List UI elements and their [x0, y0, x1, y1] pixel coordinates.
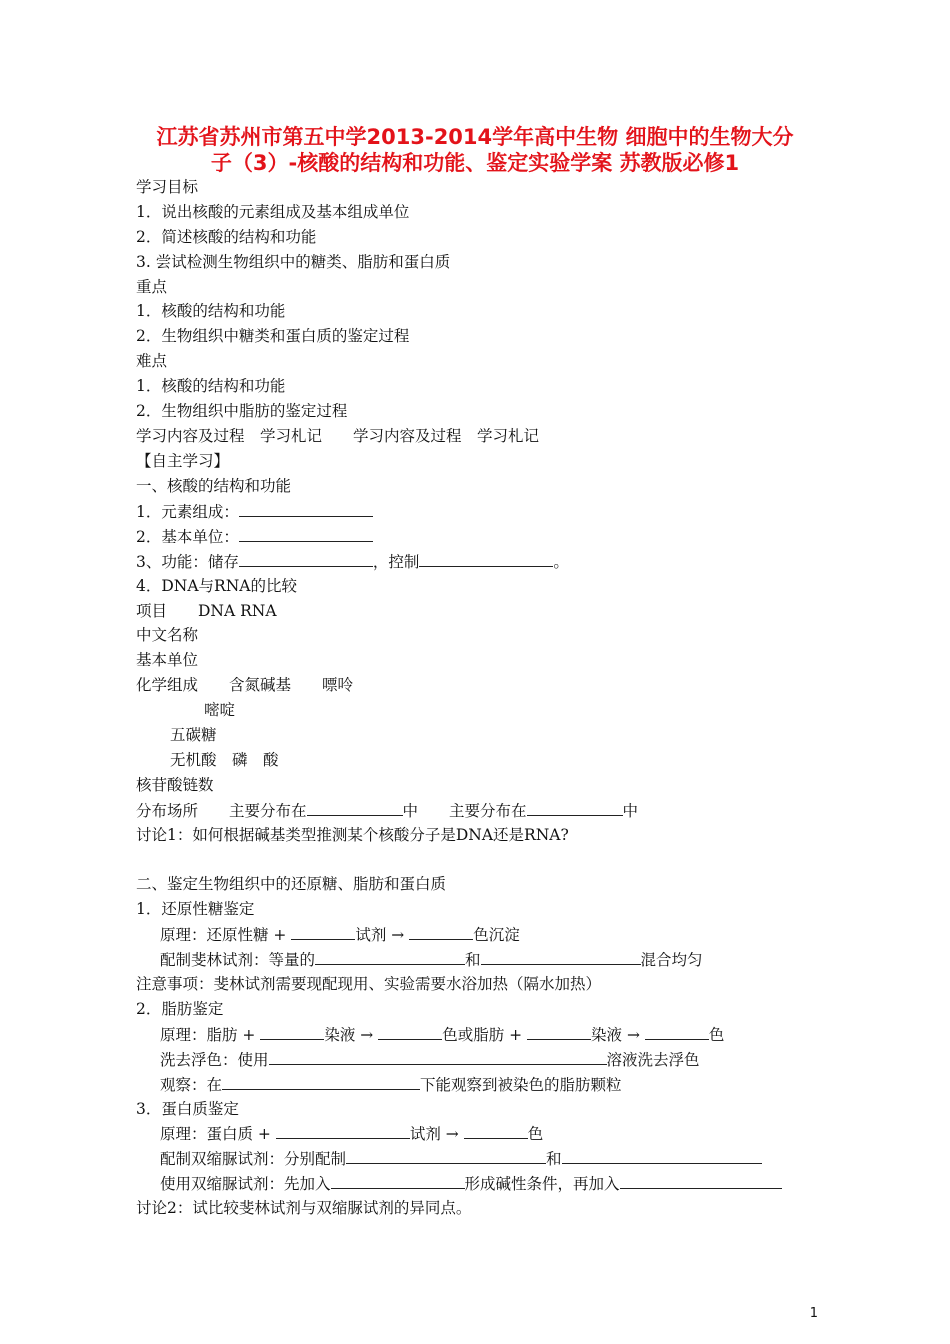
wash-a: 洗去浮色：使用	[160, 1051, 269, 1069]
key-heading: 重点	[136, 278, 168, 296]
biuret-a: 配制双缩脲试剂：分别配制	[160, 1150, 347, 1168]
function-line	[136, 550, 569, 573]
fehling-b: 和	[465, 951, 481, 969]
use-biuret-b: 形成碱性条件，再加入	[464, 1175, 620, 1193]
table-row-pyrimidine: 嘧啶	[204, 701, 236, 719]
diff-1: 1．核酸的结构和功能	[136, 377, 286, 395]
key-2: 2．生物组织中糖类和蛋白质的鉴定过程	[136, 327, 410, 345]
table-row-pentose: 五碳糖	[170, 726, 217, 744]
blank-field[interactable]	[315, 948, 465, 965]
observe-b: 下能观察到被染色的脂肪颗粒	[420, 1076, 622, 1094]
blank-field[interactable]	[260, 1023, 324, 1040]
elements-line	[136, 500, 373, 523]
location-label-c: 中	[622, 802, 639, 820]
discussion-1: 讨论1：如何根据碱基类型推测某个核酸分子是DNA还是RNA?	[136, 826, 569, 844]
doc-title-line1: 江苏省苏州市第五中学2013-2014学年高中生物 细胞中的生物大分	[156, 125, 794, 149]
fat-principle-b: 染液 →	[324, 1026, 379, 1044]
section1-title: 一、核酸的结构和功能	[136, 477, 292, 495]
columns-line: 学习内容及过程 学习札记 学习内容及过程 学习札记	[136, 427, 540, 445]
table-row-chem: 化学组成 含氮碱基 嘌呤	[136, 676, 354, 694]
table-row-location	[136, 799, 638, 822]
fehling-a: 配制斐林试剂：等量的	[160, 951, 316, 969]
protein-principle-a: 原理：蛋白质 +	[160, 1125, 276, 1143]
blank-field[interactable]	[331, 1172, 465, 1189]
goal-3: 3. 尝试检测生物组织中的糖类、脂肪和蛋白质	[136, 253, 451, 271]
goal-2: 2．简述核酸的结构和功能	[136, 228, 317, 246]
function-label-c: 。	[553, 553, 569, 571]
goal-1: 1．说出核酸的元素组成及基本组成单位	[136, 203, 410, 221]
wash-b: 溶液洗去浮色	[606, 1051, 700, 1069]
blank-field[interactable]	[527, 799, 623, 816]
observe-a: 观察：在	[160, 1076, 223, 1094]
table-row-inorganic: 无机酸 磷 酸	[170, 751, 279, 769]
key-1: 1．核酸的结构和功能	[136, 302, 286, 320]
function-label-a: 3、功能：储存	[136, 553, 239, 571]
blank-field[interactable]	[419, 550, 553, 567]
discussion-2: 讨论2：试比较斐林试剂与双缩脲试剂的异同点。	[136, 1199, 472, 1217]
blank-field[interactable]	[239, 550, 373, 567]
location-label-a: 分布场所 主要分布在	[136, 802, 307, 820]
blank-field[interactable]	[527, 1023, 591, 1040]
section2-title: 二、鉴定生物组织中的还原糖、脂肪和蛋白质	[136, 875, 447, 893]
protein-principle-c: 色	[527, 1125, 544, 1143]
fat-principle-d: 染液 →	[591, 1026, 645, 1044]
biuret-b: 和	[546, 1150, 562, 1168]
blank-field[interactable]	[645, 1023, 709, 1040]
unit-line	[136, 525, 373, 548]
page-number: 1	[809, 1306, 818, 1321]
blank-field[interactable]	[222, 1073, 420, 1090]
blank-field[interactable]	[378, 1023, 442, 1040]
blank-field[interactable]	[562, 1147, 762, 1164]
blank-field[interactable]	[464, 1122, 528, 1139]
blank-field[interactable]	[239, 500, 373, 517]
compare-heading: 4．DNA与RNA的比较	[136, 577, 297, 595]
table-row-chains: 核苷酸链数	[136, 776, 214, 794]
blank-field[interactable]	[409, 923, 473, 940]
protein-principle	[160, 1122, 543, 1145]
use-biuret-line	[160, 1172, 782, 1195]
blank-field[interactable]	[620, 1172, 782, 1189]
observe-line	[160, 1073, 622, 1096]
note-line: 注意事项：斐林试剂需要现配现用、实验需要水浴加热（隔水加热）	[136, 975, 602, 993]
fehling-line	[160, 948, 703, 971]
elements-label: 1．元素组成：	[136, 503, 239, 521]
goals-heading: 学习目标	[136, 178, 199, 196]
fat-principle-e: 色	[708, 1026, 725, 1044]
sugar-title: 1．还原性糖鉴定	[136, 900, 255, 918]
blank-field[interactable]	[291, 923, 355, 940]
table-row-unit: 基本单位	[136, 651, 199, 669]
protein-title: 3．蛋白质鉴定	[136, 1100, 239, 1118]
biuret-line	[160, 1147, 762, 1170]
unit-label: 2．基本单位：	[136, 528, 239, 546]
wash-line	[160, 1048, 700, 1071]
blank-field[interactable]	[269, 1048, 607, 1065]
blank-field[interactable]	[481, 948, 641, 965]
blank-field[interactable]	[276, 1122, 410, 1139]
blank-field[interactable]	[307, 799, 403, 816]
sugar-principle-c: 色沉淀	[473, 926, 520, 944]
use-biuret-a: 使用双缩脲试剂：先加入	[160, 1175, 331, 1193]
fat-principle	[160, 1023, 724, 1046]
sugar-principle	[160, 923, 520, 946]
protein-principle-b: 试剂 →	[409, 1125, 464, 1143]
diff-2: 2．生物组织中脂肪的鉴定过程	[136, 402, 348, 420]
self-study-heading: 【自主学习】	[136, 452, 230, 470]
table-header-row: 项目 DNA RNA	[136, 602, 277, 620]
function-label-b: ，控制	[372, 553, 420, 571]
diff-heading: 难点	[136, 352, 168, 370]
sugar-principle-b: 试剂 →	[355, 926, 410, 944]
blank-field[interactable]	[239, 525, 373, 542]
fat-principle-c: 色或脂肪 +	[442, 1026, 528, 1044]
blank-field[interactable]	[346, 1147, 546, 1164]
location-label-b: 中 主要分布在	[402, 802, 527, 820]
fat-title: 2．脂肪鉴定	[136, 1000, 224, 1018]
fat-principle-a: 原理：脂肪 +	[160, 1026, 261, 1044]
fehling-c: 混合均匀	[640, 951, 703, 969]
sugar-principle-a: 原理：还原性糖 +	[160, 926, 292, 944]
doc-title-line2: 子（3）-核酸的结构和功能、鉴定实验学案 苏教版必修1	[210, 151, 740, 175]
table-row-name: 中文名称	[136, 626, 199, 644]
